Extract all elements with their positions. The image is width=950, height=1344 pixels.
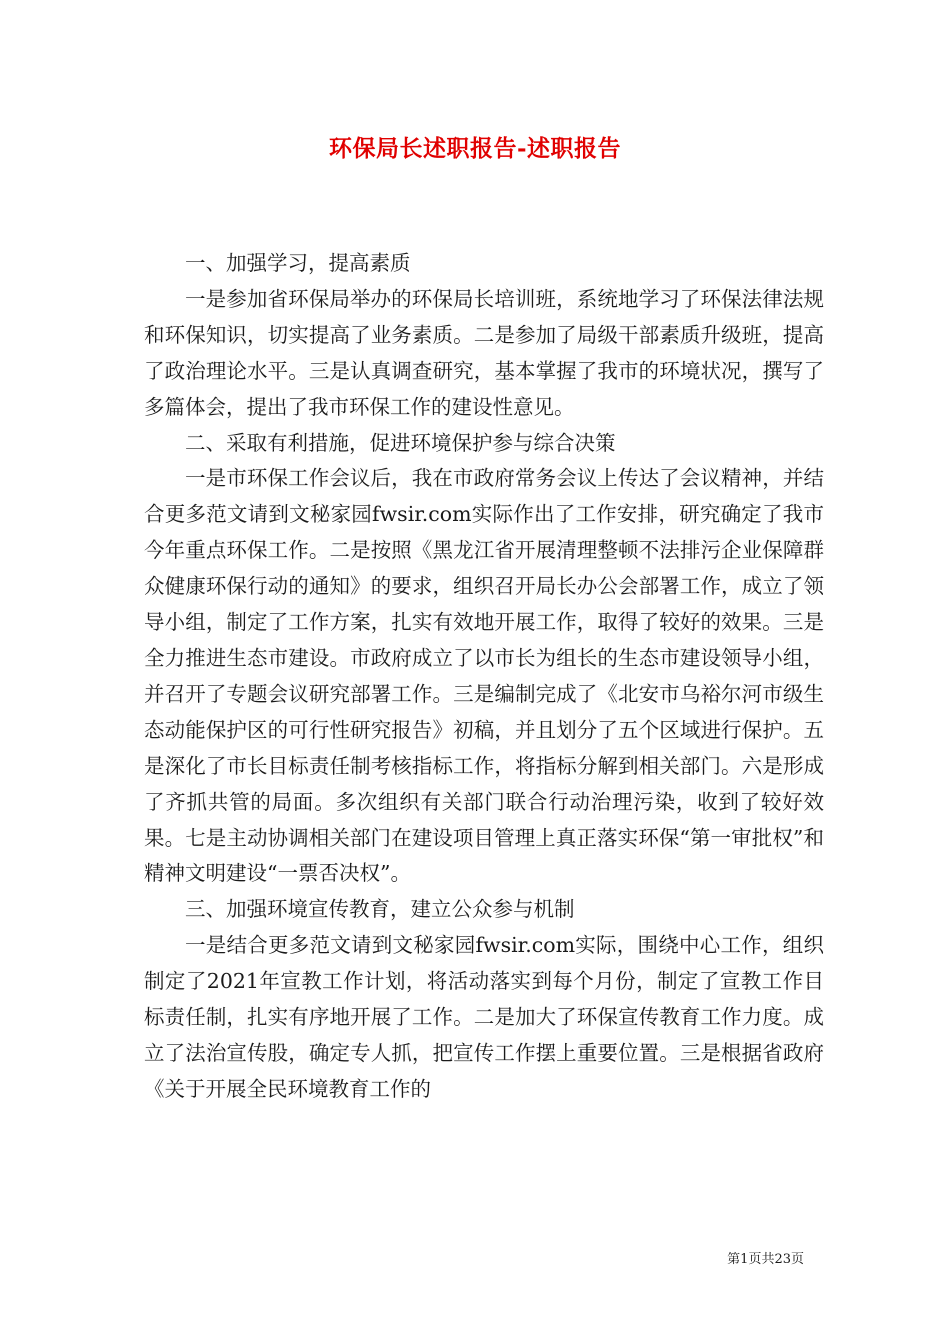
paragraph-2: 一是市环保工作会议后，我在市政府常务会议上传达了会议精神，并结合更多范文请到文秘家园fwsir.com实际作出了工作安排，研究确定了我市今年重点环保工作。二是按照《黑龙江省开展清理整顿不法排污企业保障群众健康环保行动的通知》的要求，组织召开局长办公会部署工作，成立了领导小组，制定了工作方案，扎实有效地开展工作，取得了较好的效果。三是全力推进生态市建设。市政府成立了以市长为组长的生态市建设领导小组，并召开了专题会议研究部署工作。三是编制完成了《北安市乌裕尔河市级生态动能保护区的可行性研究报告》初稿，并且划分了五个区域进行保护。五是深化了市长目标责任制考核指标工作，将指标分解到相关部门。六是形成了齐抓共管的局面。多次组织有关部门联合行动治理污染，收到了较好效果。七是主动协调相关部门在建设项目管理上真正落实环保“第一审批权”和精神文明建设“一票否决权”。 xyxy=(144,466,824,886)
document-title: 环保局长述职报告-述职报告 xyxy=(328,135,622,162)
section-heading-2: 二、采取有利措施，促进环境保护参与综合决策 xyxy=(185,430,616,455)
section-heading-1: 一、加强学习，提高素质 xyxy=(185,251,411,275)
section-heading-3: 三、加强环境宣传教育，建立公众参与机制 xyxy=(185,897,575,922)
paragraph-1: 一是参加省环保局举办的环保局长培训班，系统地学习了环保法律法规和环保知识，切实提高了业务素质。二是参加了局级干部素质升级班，提高了政治理论水平。三是认真调查研究，基本掌握了我市的环境状况，撰写了多篇体会，提出了我市环保工作的建设性意见。 xyxy=(144,286,824,419)
page-number: 第1页共23页 xyxy=(727,1252,804,1267)
document-body xyxy=(144,246,824,1108)
paragraph-3: 一是结合更多范文请到文秘家园fwsir.com实际，围绕中心工作，组织制定了2021年宣教工作计划，将活动落实到每个月份，制定了宣教工作目标责任制，扎实有序地开展了工作。二是加大了环保宣传教育工作力度。成立了法治宣传股，确定专人抓，把宣传工作摆上重要位置。三是根据省政府《关于开展全民环境教育工作的 xyxy=(144,933,824,1101)
